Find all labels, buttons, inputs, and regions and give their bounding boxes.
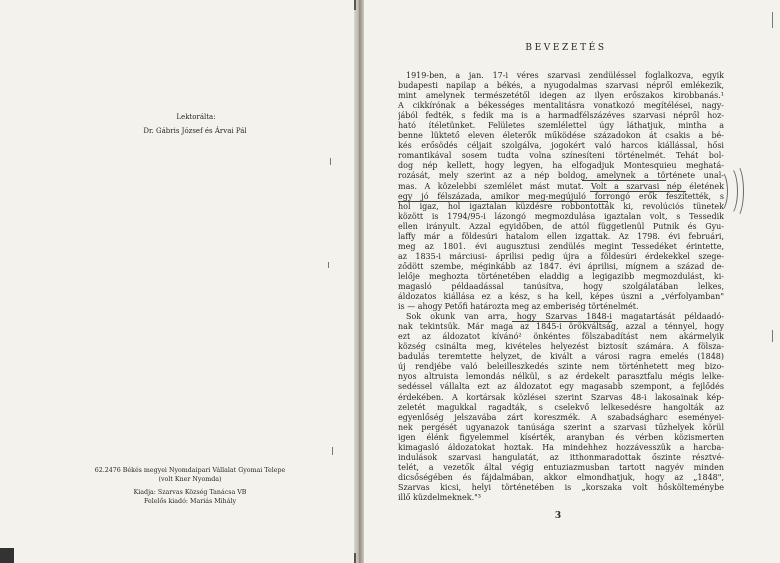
margin-tick (772, 12, 773, 28)
margin-tick (328, 262, 329, 268)
text-line: sedéssel vállalta ezt az áldozatot egy magasabb szempont, a fejlődés (398, 382, 724, 392)
text-line: nek pergését ugyanazok tanúsága szerint a szarvasi tűzhelyek körül (398, 422, 724, 432)
text-line: badulás teremtette helyzet, de kivált a városi ragra emelés (1848) (398, 352, 724, 362)
text-line: ződött szembe, méginkább az 1847. évi áprilisi, mígnem a század de- (398, 261, 724, 271)
text-line: dicsőségében és fájdalmában, akkor elmondhatjuk, hogy az „1848", (398, 472, 724, 482)
text-line: mint amelynek természetétől idegen az ilyen erőszakos kirobbanás.¹ (398, 91, 724, 101)
text-line: indulások szarvasi hangulatát, az itthonmaradottak őszinte résztvé- (398, 452, 724, 462)
text-line: között is 1794/95-i lázongó megmozdulása igaztalan volt, s Tessedik (398, 211, 724, 221)
text-line: új rendjébe való beleilleszkedés szinte nem történhetett meg bizo- (398, 362, 724, 372)
text-line: ezt az áldozatot kívánó² önkéntes fölszabadítást nem akármelyik (398, 332, 724, 342)
lektor-heading: Lektorálta: (176, 113, 216, 121)
lektor-names: Dr. Gábris József és Árvai Pál (143, 127, 247, 135)
text-line: magasló példaadással tanúsítva, hogy szolgálatában lelkes, (398, 281, 724, 291)
text-line: laffy már a földesúri hatalom ellen izgattak. Az 1798. évi februári, (398, 231, 724, 241)
pencil-underline (590, 191, 686, 192)
text-line: Sok okunk van arra, hogy Szarvas 1848-i magatartását példaadó- (406, 312, 724, 322)
text-line: lelője meghozta történetében eladdig a legigazibb megmozdulást, ki- (398, 271, 724, 281)
text-line: érdekében. A kortársak közlései szerint Szarvas 48-i lakosainak kép- (398, 392, 724, 402)
text-line: jából fedték, s fedik ma is a harmadfélszázéves szarvasi népről hoz- (398, 111, 724, 121)
text-line: mas. A közelebbi szemlélet mást mutat. Volt a szarvasi nép életének (398, 181, 724, 191)
scan-corner-mark (0, 548, 14, 563)
imprint-line: 62.2476 Békés megyei Nyomdaipari Vállalat Gyomai Telepe (94, 467, 286, 474)
text-line: nyos altruista lemondás nélkül, s az érdekelt parasztfalu mégis lelke- (398, 372, 724, 382)
imprint-line: Kiadja: Szarvas Község Tanácsa VB (133, 489, 247, 496)
text-line: rozását, mely szerint az a nép boldog, amelynek a története unal- (398, 171, 724, 181)
text-line: egyenlőség jelszavába zárt koreszmék. A szabadságharc eseményei- (398, 412, 724, 422)
text-line: 1919-ben, a jan. 17-i véres szarvasi zendüléssel foglalkozva, egyik (406, 71, 724, 80)
pencil-underline (582, 180, 666, 181)
text-line: ellen irányult. Azzal egyidőben, de attól függetlenül Putnik és Gyu- (398, 221, 724, 231)
lektor-block (120, 110, 280, 138)
book-gutter (354, 0, 364, 563)
text-line: zeletét magukkal ragadták, s cselekvő lelkesedésre hangolták az (398, 402, 724, 412)
page-title: BEVEZETÉS (525, 43, 607, 53)
pencil-bracket (728, 164, 744, 218)
text-line: az 1835-i márciusi- áprilisi pedig újra a földesúri érdekekkel szege- (398, 251, 724, 261)
text-line: ható ítéletünket. Felületes szemlélettel úgy láthatjuk, mintha a (398, 121, 724, 131)
text-line: dog nép kellett, hogy legyen, ha elfogadjuk Montesquieu meghatá- (398, 161, 724, 171)
imprint-block (40, 466, 340, 506)
page-number: 3 (554, 511, 562, 521)
text-line: kés erősödés céljait szolgálva, jogokért való harcos kiállással, hősi (398, 141, 724, 151)
text-line: A cikkírónak a békességes mentalitásra vonatkozó megítélései, nagy- (398, 101, 724, 111)
pencil-underline (512, 321, 612, 322)
margin-tick (330, 158, 331, 165)
text-line: meg az 1801. évi augusztusi zendülés megint Tessedéket érintette, (398, 241, 724, 251)
text-line: is — ahogy Petőfi határozta meg az emberiség történelmét. (398, 302, 639, 312)
text-line: illő küzdelmeknek."³ (398, 492, 481, 502)
pencil-underline (398, 201, 608, 202)
text-line: nak tekintsük. Már maga az 1845-i örökváltság, azzal a ténnyel, hogy (398, 322, 724, 332)
text-line: község csinálta meg, kivételes helyezést biztosít számára. A fölsza- (398, 342, 724, 352)
text-line: hol igaz, hol igaztalan küzdésre robbontották ki, revolúciós tünetek (398, 201, 724, 211)
imprint-line: Felelős kiadó: Mariás Mihály (143, 498, 237, 505)
text-line: Szarvas kicsi, helyi történetében is „korszaka volt hőskölteménybe (398, 482, 724, 492)
body-text (398, 71, 724, 503)
margin-tick (332, 447, 333, 455)
text-line: budapesti napilap a békés, a nyugodalmas szarvasi népről emlékezik, (398, 81, 724, 91)
text-line: kimagasló áldozatokat hoztak. Ha mindehhez hozzávesszük a harcba- (398, 442, 724, 452)
text-line: egy jó félszázada, amikor meg-megújuló forrongó erők feszítették, s (398, 191, 724, 201)
imprint-line: (volt Kner Nyomda) (158, 476, 222, 483)
text-line: telét, a vezetők által végig entuziazmusban tartott nagyév minden (398, 462, 724, 472)
text-line: benne lüktető eleven életerők működése századokon át csakis a bé- (398, 131, 724, 141)
text-line: igen élénk figyelemmel kísérték, aranyban és vérben közismerten (398, 432, 724, 442)
text-line: áldozatos kiállása ez a kész, s ha kell, képes úszni a „vérfolyamban" (398, 292, 724, 302)
gutter-top-mark (354, 0, 356, 10)
margin-tick (772, 330, 773, 342)
text-line: romantikával sosem tudta volna színesíteni történelmét. Tehát bol- (398, 151, 724, 161)
gutter-bottom-mark (354, 553, 356, 563)
